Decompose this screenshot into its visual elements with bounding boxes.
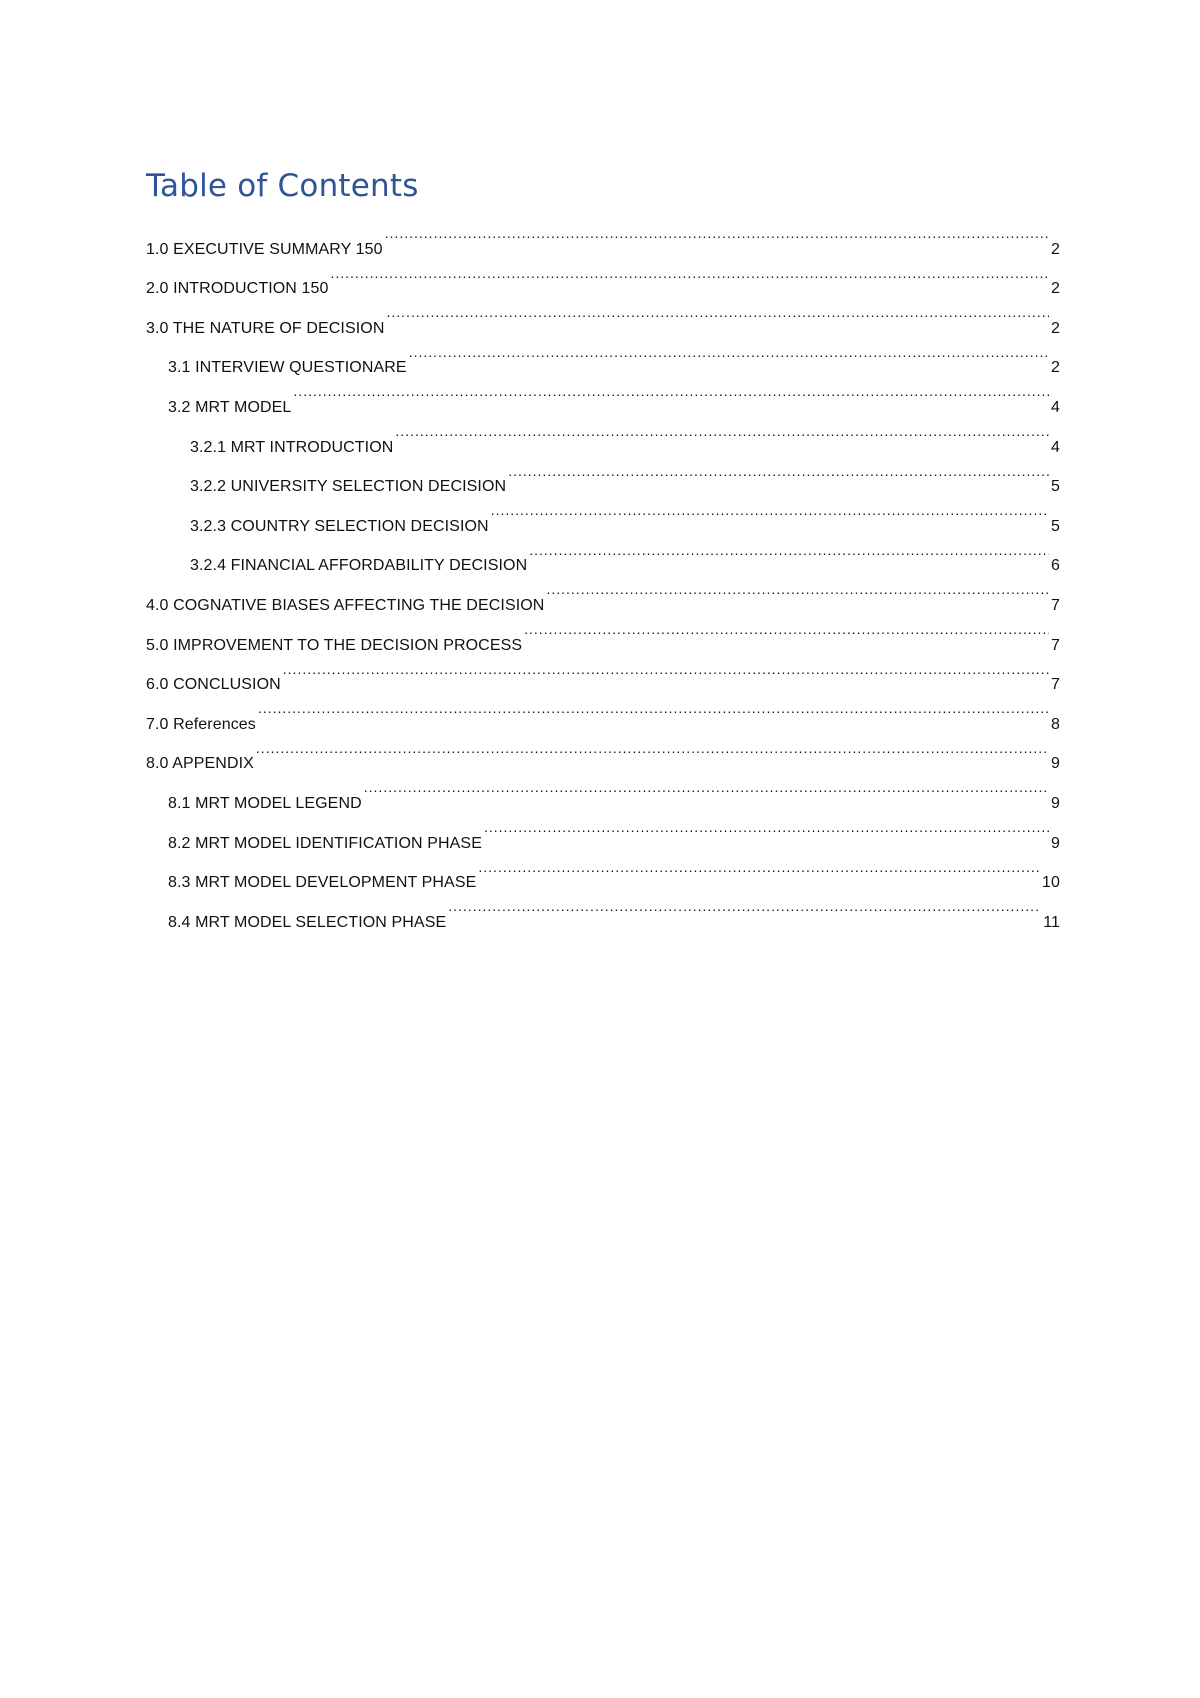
toc-entry-label: 3.2.1 MRT INTRODUCTION [190,438,394,456]
toc-entry-label: 7.0 References [146,715,256,733]
toc-leader-dots [448,887,1041,927]
toc-page-number: 7 [1051,596,1060,614]
toc-entry-conclusion[interactable] [146,650,1060,694]
toc-page-number: 11 [1043,913,1060,931]
toc-page-number: 7 [1051,636,1060,654]
toc-leader-dots [364,768,1049,808]
toc-leader-dots [395,412,1049,452]
toc-entry-label: 4.0 COGNATIVE BIASES AFFECTING THE DECISION [146,596,545,614]
toc-page-number: 9 [1051,794,1060,812]
toc-leader-dots [508,452,1049,492]
toc-page-number: 9 [1051,834,1060,852]
toc-leader-dots [484,808,1049,848]
toc-page-number: 7 [1051,676,1060,694]
toc-leader-dots [387,293,1050,333]
toc-entry-label: 3.2.4 FINANCIAL AFFORDABILITY DECISION [190,557,528,575]
toc-entry-label: 8.1 MRT MODEL LEGEND [168,794,362,812]
toc-page-number: 2 [1051,319,1060,337]
toc-entry-label: 3.2.3 COUNTRY SELECTION DECISION [190,517,489,535]
toc-page-number: 10 [1042,874,1060,892]
toc-leader-dots [491,491,1049,531]
toc-leader-dots [330,254,1049,294]
toc-page-number: 6 [1051,557,1060,575]
toc-entry-label: 8.4 MRT MODEL SELECTION PHASE [168,913,447,931]
table-of-contents [146,166,1060,931]
toc-leader-dots [258,689,1049,729]
toc-leader-dots [409,333,1049,373]
toc-entry-mrt-model-legend[interactable] [146,768,1060,812]
toc-leader-dots [529,531,1049,571]
toc-leader-dots [385,214,1049,254]
toc-leader-dots [524,610,1049,650]
toc-leader-dots [478,848,1040,888]
toc-page-number: 2 [1051,280,1060,298]
toc-leader-dots [293,372,1049,412]
toc-entry-label: 3.2.2 UNIVERSITY SELECTION DECISION [190,478,507,496]
toc-leader-dots [283,650,1049,690]
toc-entry-label: 8.0 APPENDIX [146,755,254,773]
toc-entry-label: 5.0 IMPROVEMENT TO THE DECISION PROCESS [146,636,523,654]
toc-leader-dots [546,570,1049,610]
toc-entry-label: 3.2 MRT MODEL [168,398,292,416]
toc-entry-label: 1.0 EXECUTIVE SUMMARY 150 [146,240,383,258]
toc-page-number: 5 [1051,478,1060,496]
toc-title: Table of Contents [146,168,419,204]
toc-entry-label: 2.0 INTRODUCTION 150 [146,280,329,298]
toc-entry-appendix[interactable] [146,729,1060,773]
toc-list [146,214,1060,931]
toc-leader-dots [256,729,1049,769]
toc-entry-label: 8.3 MRT MODEL DEVELOPMENT PHASE [168,874,477,892]
toc-entry-executive-summary[interactable] [146,214,1060,258]
toc-page-number: 2 [1051,240,1060,258]
toc-entry-references[interactable] [146,689,1060,733]
toc-entry-label: 3.1 INTERVIEW QUESTIONARE [168,359,407,377]
toc-page-number: 4 [1051,398,1060,416]
toc-entry-label: 8.2 MRT MODEL IDENTIFICATION PHASE [168,834,482,852]
toc-page-number: 5 [1051,517,1060,535]
toc-entry-label: 3.0 THE NATURE OF DECISION [146,319,385,337]
toc-page-number: 8 [1051,715,1060,733]
toc-page-number: 4 [1051,438,1060,456]
toc-page-number: 9 [1051,755,1060,773]
toc-page-number: 2 [1051,359,1060,377]
toc-entry-label: 6.0 CONCLUSION [146,676,281,694]
